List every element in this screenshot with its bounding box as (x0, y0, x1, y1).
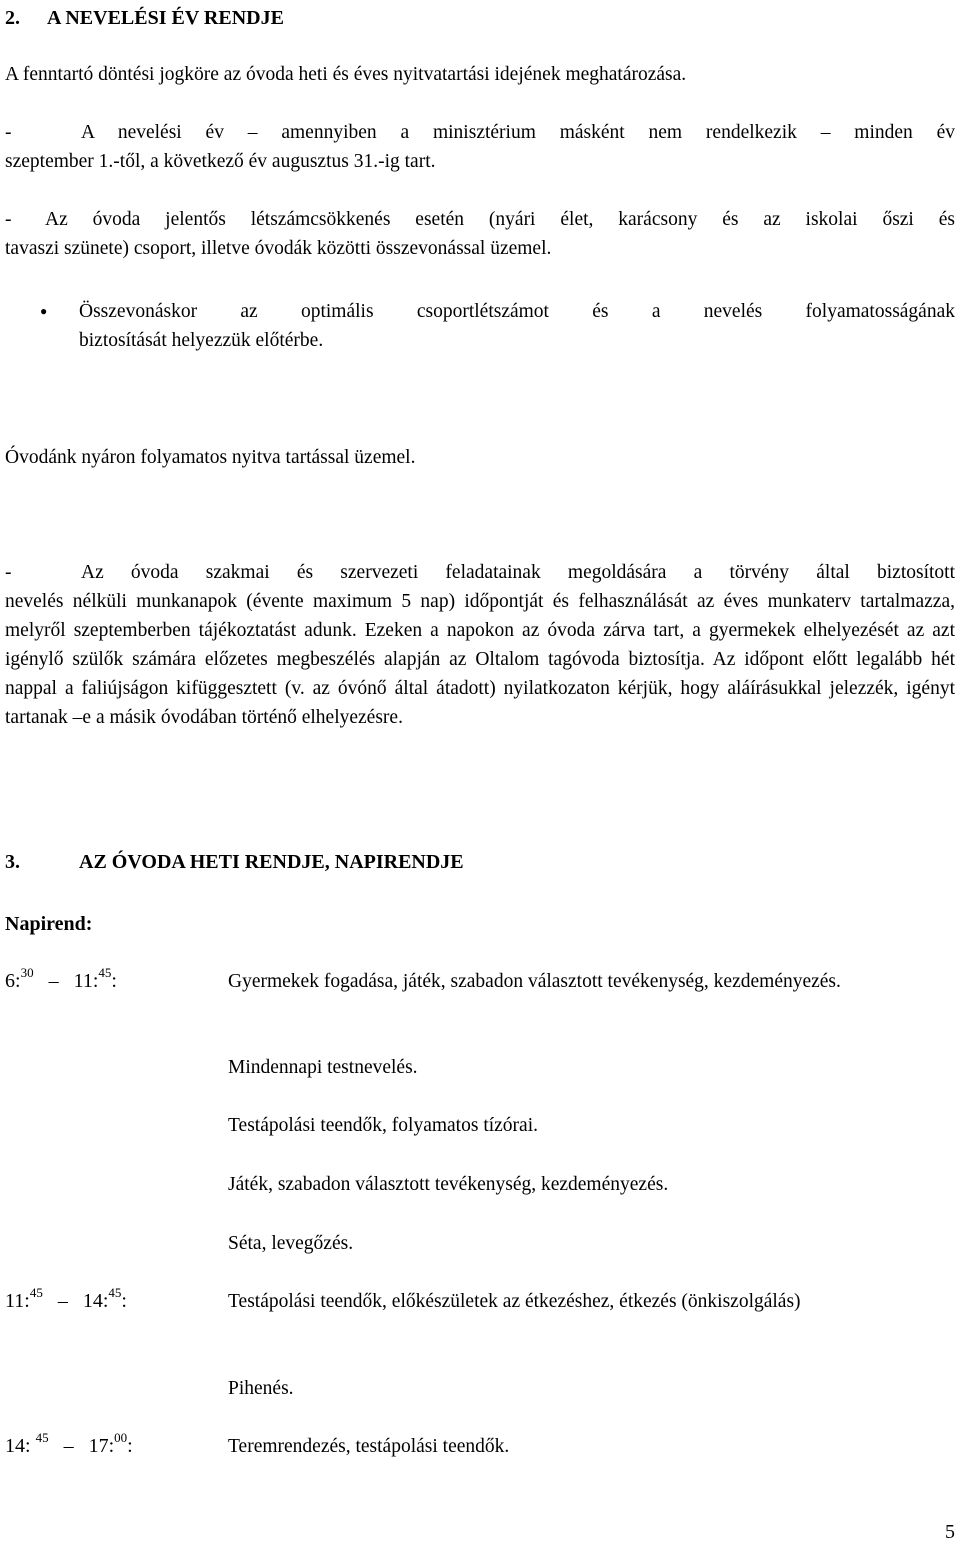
time-hour-end: 14: (82, 1290, 109, 1312)
time-hour-start: 6: (5, 970, 21, 992)
time-separator: – (57, 1290, 68, 1312)
time-separator: – (48, 970, 59, 992)
dash-item-3-text: Az óvoda szakmai és szervezeti feladatainak megoldására a törvény által biztosított (81, 562, 955, 583)
time-minute-end: 00 (114, 1430, 128, 1446)
activity-item: Séta, levegőzés. (228, 1233, 354, 1254)
bullet-line-2: biztosítását helyezzük előtérbe. (79, 330, 324, 351)
section-3-title: AZ ÓVODA HETI RENDJE, NAPIRENDJE (79, 851, 464, 873)
intro-paragraph: A fenntartó döntési jogköre az óvoda heti és éves nyitvatartási idejének meghatározása. (5, 64, 687, 85)
time-slot-3 (5, 1432, 133, 1461)
activity-item: Gyermekek fogadása, játék, szabadon választott tevékenység, kezdeményezés. (228, 971, 841, 992)
time-colon: : (127, 1435, 133, 1457)
dash-item-3-line-1 (5, 558, 955, 587)
time-hour-end: 11: (73, 970, 99, 992)
summer-opening-line: Óvodánk nyáron folyamatos nyitva tartással üzemel. (5, 447, 416, 468)
time-hour-end: 17: (88, 1435, 115, 1457)
section-2-heading (5, 4, 284, 33)
dash-item-1-text: A nevelési év – amennyiben a minisztérium másként nem rendelkezik – minden év (81, 122, 955, 143)
dash-item-2-line-1 (5, 205, 955, 234)
dash-marker: - (5, 209, 12, 230)
napirend-label: Napirend: (5, 913, 93, 935)
activity-item: Mindennapi testnevelés. (228, 1057, 418, 1078)
bullet-dot-icon: ● (40, 304, 48, 318)
bullet-line-1: Összevonáskor az optimális csoportlétszámot és a nevelés folyamatosságának (79, 301, 955, 322)
section-2-title: A NEVELÉSI ÉV RENDJE (47, 7, 284, 29)
dash-marker: - (5, 562, 12, 583)
time-hour-start: 11: (5, 1290, 30, 1312)
section-2-number: 2. (5, 7, 20, 29)
time-minute-end: 45 (98, 965, 112, 981)
dash-marker: - (5, 122, 12, 143)
section-3-heading (5, 848, 464, 877)
time-separator: – (63, 1435, 74, 1457)
dash-item-1-line-1 (5, 118, 955, 147)
time-hour-start: 14: (5, 1435, 31, 1457)
dash-item-2-text: Az óvoda jelentős létszámcsökkenés esetén (nyári élet, karácsony és az iskolai őszi és (45, 209, 955, 230)
dash-item-3-body: nevelés nélküli munkanapok (évente maximum 5 nap) időpontját és felhasználását az éves munkaterv tartalmazza, melyről szeptemberben tájékoztatást adunk. Ezeken a napokon az óvoda zárva tart, a gyermekek elhelyezését az azt igénylő szülők számára előzetes megbeszélés alapján az Oltalom tagóvoda biztosítja. Az időpont előtt legalább hét nappal a faliújságon kifüggesztett (v. az óvónő által átadott) nyilatkozaton kérjük, hogy aláírásukkal jelezzék, igényt tartanak –e a másik óvodában történő elhelyezésre. (5, 591, 955, 728)
dash-item-1-line-2: szeptember 1.-től, a következő év augusztus 31.-ig tart. (5, 151, 436, 172)
time-minute-end: 45 (108, 1285, 122, 1301)
activity-item: Teremrendezés, testápolási teendők. (228, 1436, 510, 1457)
time-slot-1 (5, 967, 117, 996)
page-number: 5 (945, 1521, 955, 1543)
dash-item-2-line-2: tavaszi szünete) csoport, illetve óvodák közötti összevonással üzemel. (5, 238, 552, 259)
activity-item: Játék, szabadon választott tevékenység, kezdeményezés. (228, 1174, 669, 1195)
activity-item: Pihenés. (228, 1378, 294, 1399)
activity-item: Testápolási teendők, folyamatos tízórai. (228, 1115, 539, 1136)
section-3-number: 3. (5, 851, 20, 873)
time-colon: : (121, 1290, 127, 1312)
time-colon: : (111, 970, 117, 992)
time-minute-start: 45 (35, 1430, 49, 1446)
time-slot-2 (5, 1287, 127, 1316)
time-minute-start: 45 (29, 1285, 43, 1301)
activity-item: Testápolási teendők, előkészületek az étkezéshez, étkezés (önkiszolgálás) (228, 1291, 801, 1312)
time-minute-start: 30 (20, 965, 34, 981)
